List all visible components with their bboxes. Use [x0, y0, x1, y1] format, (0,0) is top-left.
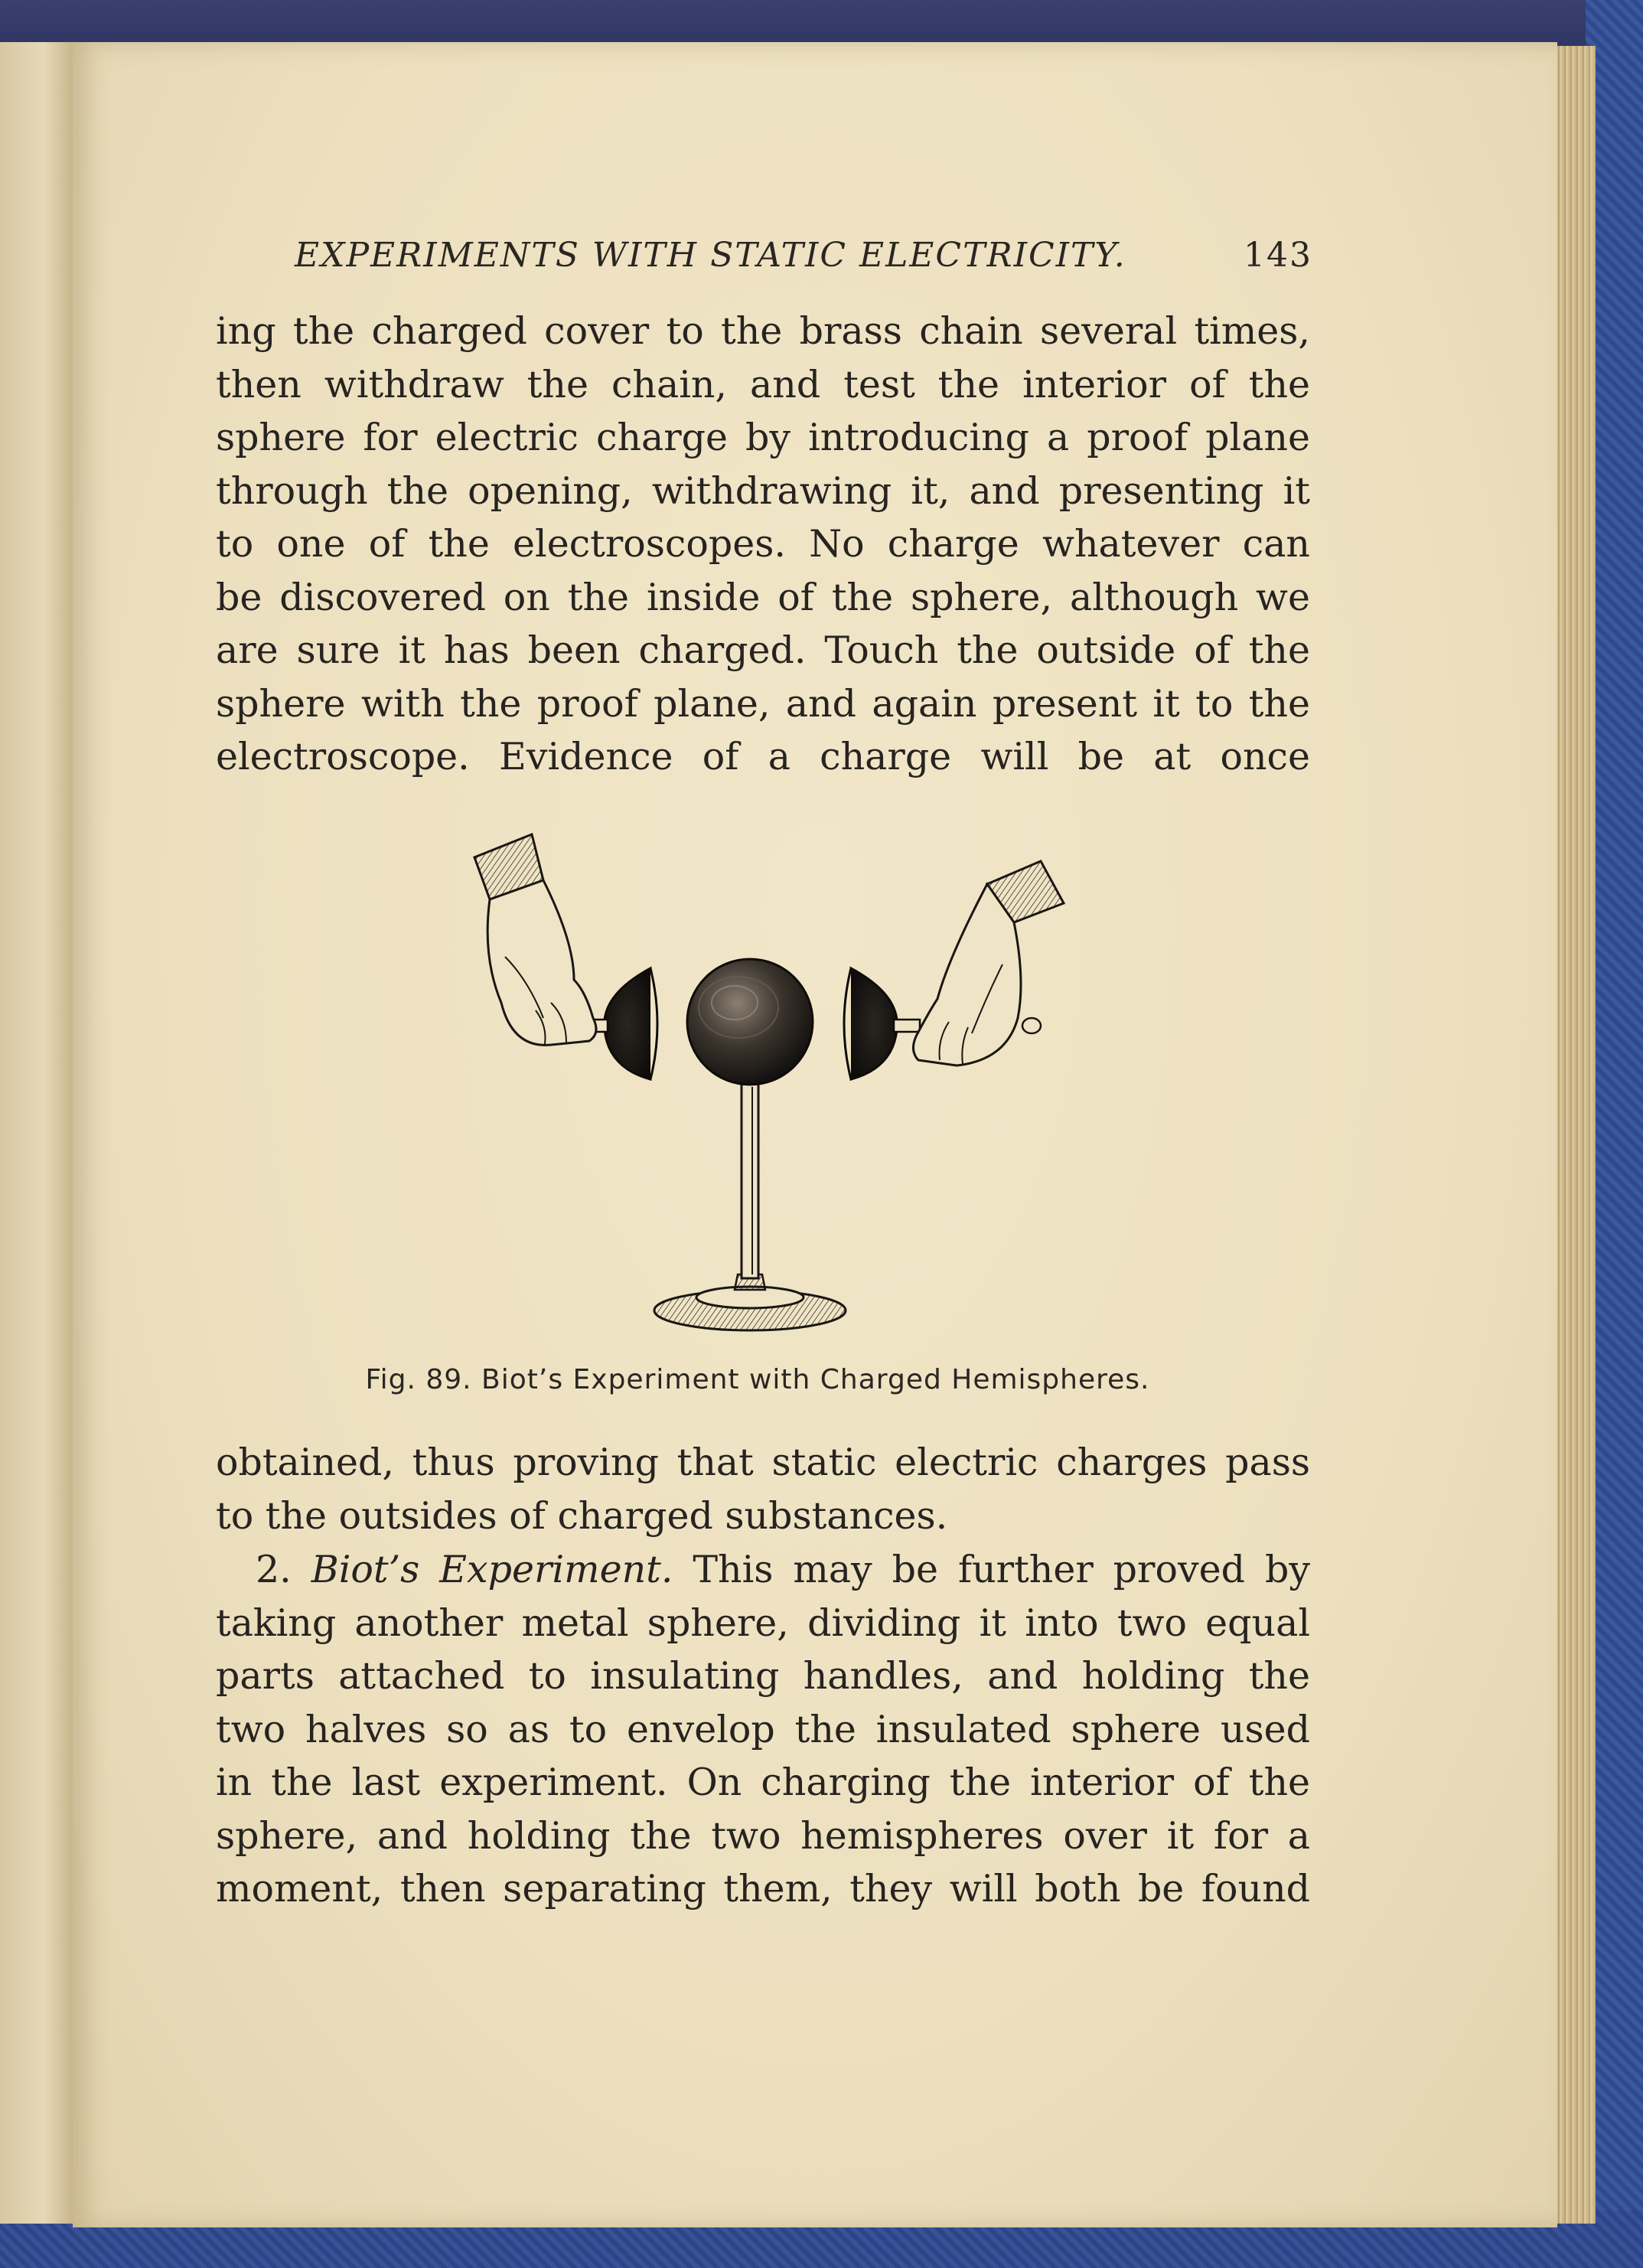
text-line: taking another metal sphere, dividing it into two equal — [216, 1601, 1310, 1645]
text-line: be discovered on the inside of the sphere, although we — [216, 575, 1310, 619]
section-first-line-text: This may be further proved by — [693, 1548, 1311, 1591]
text-line: to one of the electroscopes. No charge whatever can — [216, 522, 1310, 566]
text-line: electroscope. Evidence of a charge will be at once — [216, 735, 1310, 778]
text-line: are sure it has been charged. Touch the outside of the — [216, 628, 1310, 672]
text-line: obtained, thus proving that static electric charges pass — [216, 1441, 1310, 1484]
section-first-line — [216, 1543, 1310, 1597]
text-line: sphere, and holding the two hemispheres over it for a — [216, 1813, 1310, 1858]
section-heading: Biot’s Experiment. — [311, 1548, 673, 1591]
text-line: then withdraw the chain, and test the interior of the — [216, 362, 1310, 406]
text-line: moment, then separating them, they will both be found — [216, 1867, 1310, 1911]
facing-page-edge — [0, 42, 73, 2224]
running-head — [295, 232, 1312, 278]
paragraph-continued — [216, 1436, 1310, 1542]
text-line: ing the charged cover to the brass chain several times, — [216, 309, 1310, 353]
page-number: 143 — [1244, 235, 1312, 275]
text-line: sphere for electric charge by introducing a proof plane — [216, 416, 1310, 459]
running-title: EXPERIMENTS WITH STATIC ELECTRICITY. — [295, 235, 1126, 275]
text-line: in the last experiment. On charging the interior of the — [216, 1761, 1310, 1804]
text-line: through the opening, withdrawing it, and presenting it — [216, 468, 1310, 513]
paragraph-top — [216, 305, 1310, 784]
biot-hemispheres-engraving-icon — [459, 827, 1071, 1355]
text-line: two halves so as to envelop the insulated sphere used — [216, 1707, 1310, 1751]
text-line: sphere with the proof plane, and again present it to the — [216, 681, 1310, 726]
figure-caption: Fig. 89. Biot’s Experiment with Charged Hemispheres. — [365, 1364, 1150, 1395]
text-line: to the outsides of charged substances. — [216, 1493, 948, 1538]
text-line: parts attached to insulating handles, and holding the — [216, 1654, 1310, 1698]
section-number: 2. — [256, 1548, 292, 1591]
section-biot-experiment — [216, 1543, 1310, 1916]
